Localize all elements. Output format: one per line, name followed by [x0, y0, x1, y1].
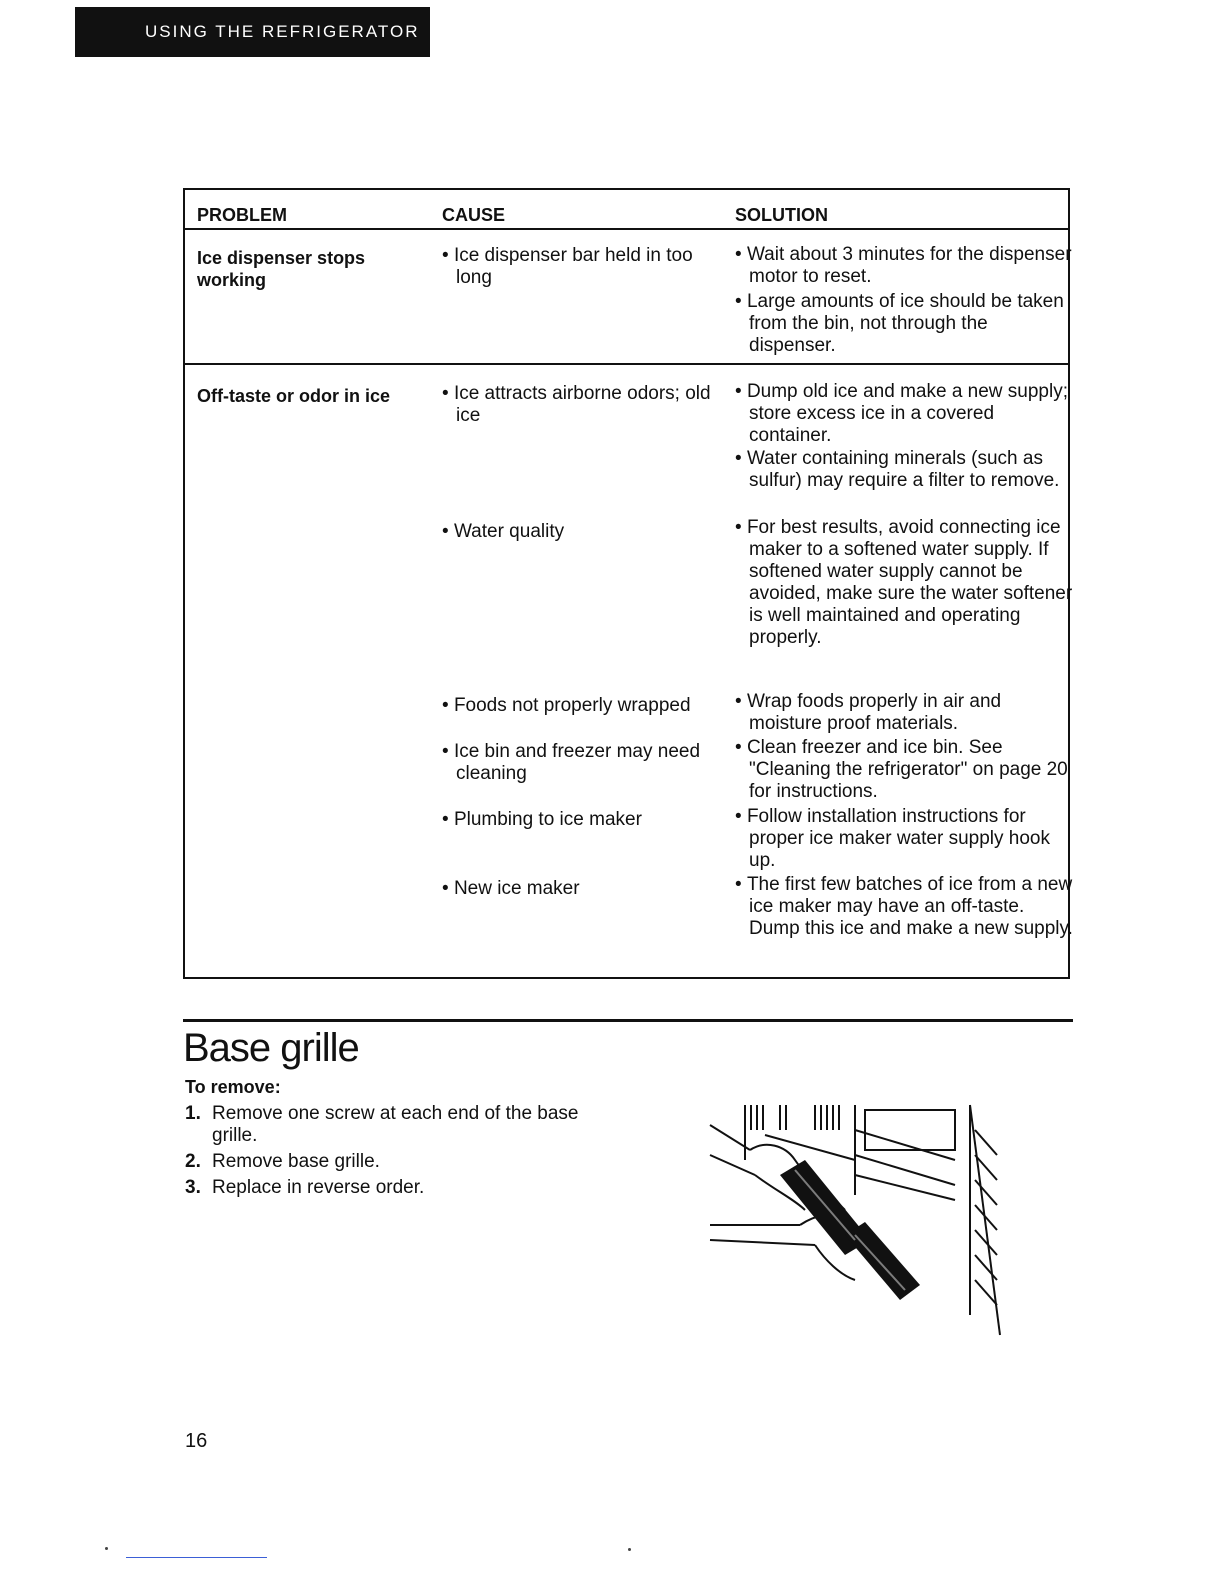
solution-avoid-softened-water: • For best results, avoid connecting ice maker to a softened water supply. If softened water supply cannot be avoided, make sure the water softener is well maintained and operating properly.	[735, 517, 1074, 649]
step-text: Remove base grille.	[212, 1151, 380, 1172]
solution-follow-installation: • Follow installation instructions for proper ice maker water supply hook up.	[735, 806, 1074, 872]
step-text: Remove one screw at each end of the base grille.	[212, 1103, 579, 1146]
cause-water-quality: • Water quality	[442, 521, 716, 543]
section-rule	[183, 1019, 1073, 1022]
solution-filter-minerals: • Water containing minerals (such as sulfur) may require a filter to remove.	[735, 448, 1074, 492]
step-2	[185, 1151, 605, 1173]
column-header-solution: SOLUTION	[735, 205, 828, 225]
column-header-cause: CAUSE	[442, 205, 506, 225]
page-number: 16	[185, 1430, 208, 1452]
step-number: 2.	[185, 1151, 201, 1172]
section-header-bar	[75, 7, 430, 57]
base-grille-removal-illustration	[705, 1100, 1005, 1340]
step-number: 1.	[185, 1103, 201, 1124]
footer-dot	[105, 1547, 108, 1550]
cause-dispenser-bar-held: • Ice dispenser bar held in too long	[442, 245, 716, 289]
cause-foods-not-wrapped: • Foods not properly wrapped	[442, 695, 716, 717]
cause-plumbing: • Plumbing to ice maker	[442, 809, 716, 831]
cause-bin-needs-cleaning: • Ice bin and freezer may need cleaning	[442, 741, 716, 785]
solution-first-batches: • The first few batches of ice from a new ice maker may have an off-taste. Dump this ice and make a new supply.	[735, 874, 1074, 940]
solution-wrap-foods: • Wrap foods properly in air and moisture proof materials.	[735, 691, 1074, 735]
solution-dump-old-ice: • Dump old ice and make a new supply; store excess ice in a covered container.	[735, 381, 1074, 447]
cause-new-ice-maker: • New ice maker	[442, 878, 716, 900]
solution-large-amounts-from-bin: • Large amounts of ice should be taken from the bin, not through the dispenser.	[735, 291, 1074, 357]
troubleshooting-table	[183, 188, 1073, 979]
solution-clean-freezer: • Clean freezer and ice bin. See "Cleaning the refrigerator" on page 20 for instructions.	[735, 737, 1074, 803]
section-title-base-grille: Base grille	[183, 1026, 359, 1070]
column-header-problem: PROBLEM	[197, 205, 287, 225]
header-divider	[185, 228, 1068, 230]
problem-off-taste-odor: Off-taste or odor in ice	[197, 386, 391, 406]
footer-rule	[126, 1557, 267, 1558]
step-number: 3.	[185, 1177, 201, 1198]
problem-ice-dispenser-stops: Ice dispenser stops working	[197, 248, 366, 290]
row-divider	[185, 363, 1068, 365]
step-1	[185, 1103, 605, 1147]
footer-dot	[628, 1548, 631, 1551]
cause-airborne-odors: • Ice attracts airborne odors; old ice	[442, 383, 716, 427]
step-3	[185, 1177, 605, 1199]
step-text: Replace in reverse order.	[212, 1177, 425, 1198]
solution-wait-3-minutes: • Wait about 3 minutes for the dispenser motor to reset.	[735, 244, 1074, 288]
section-header-title: USING THE REFRIGERATOR	[145, 22, 420, 41]
subheading-to-remove: To remove:	[185, 1077, 281, 1097]
